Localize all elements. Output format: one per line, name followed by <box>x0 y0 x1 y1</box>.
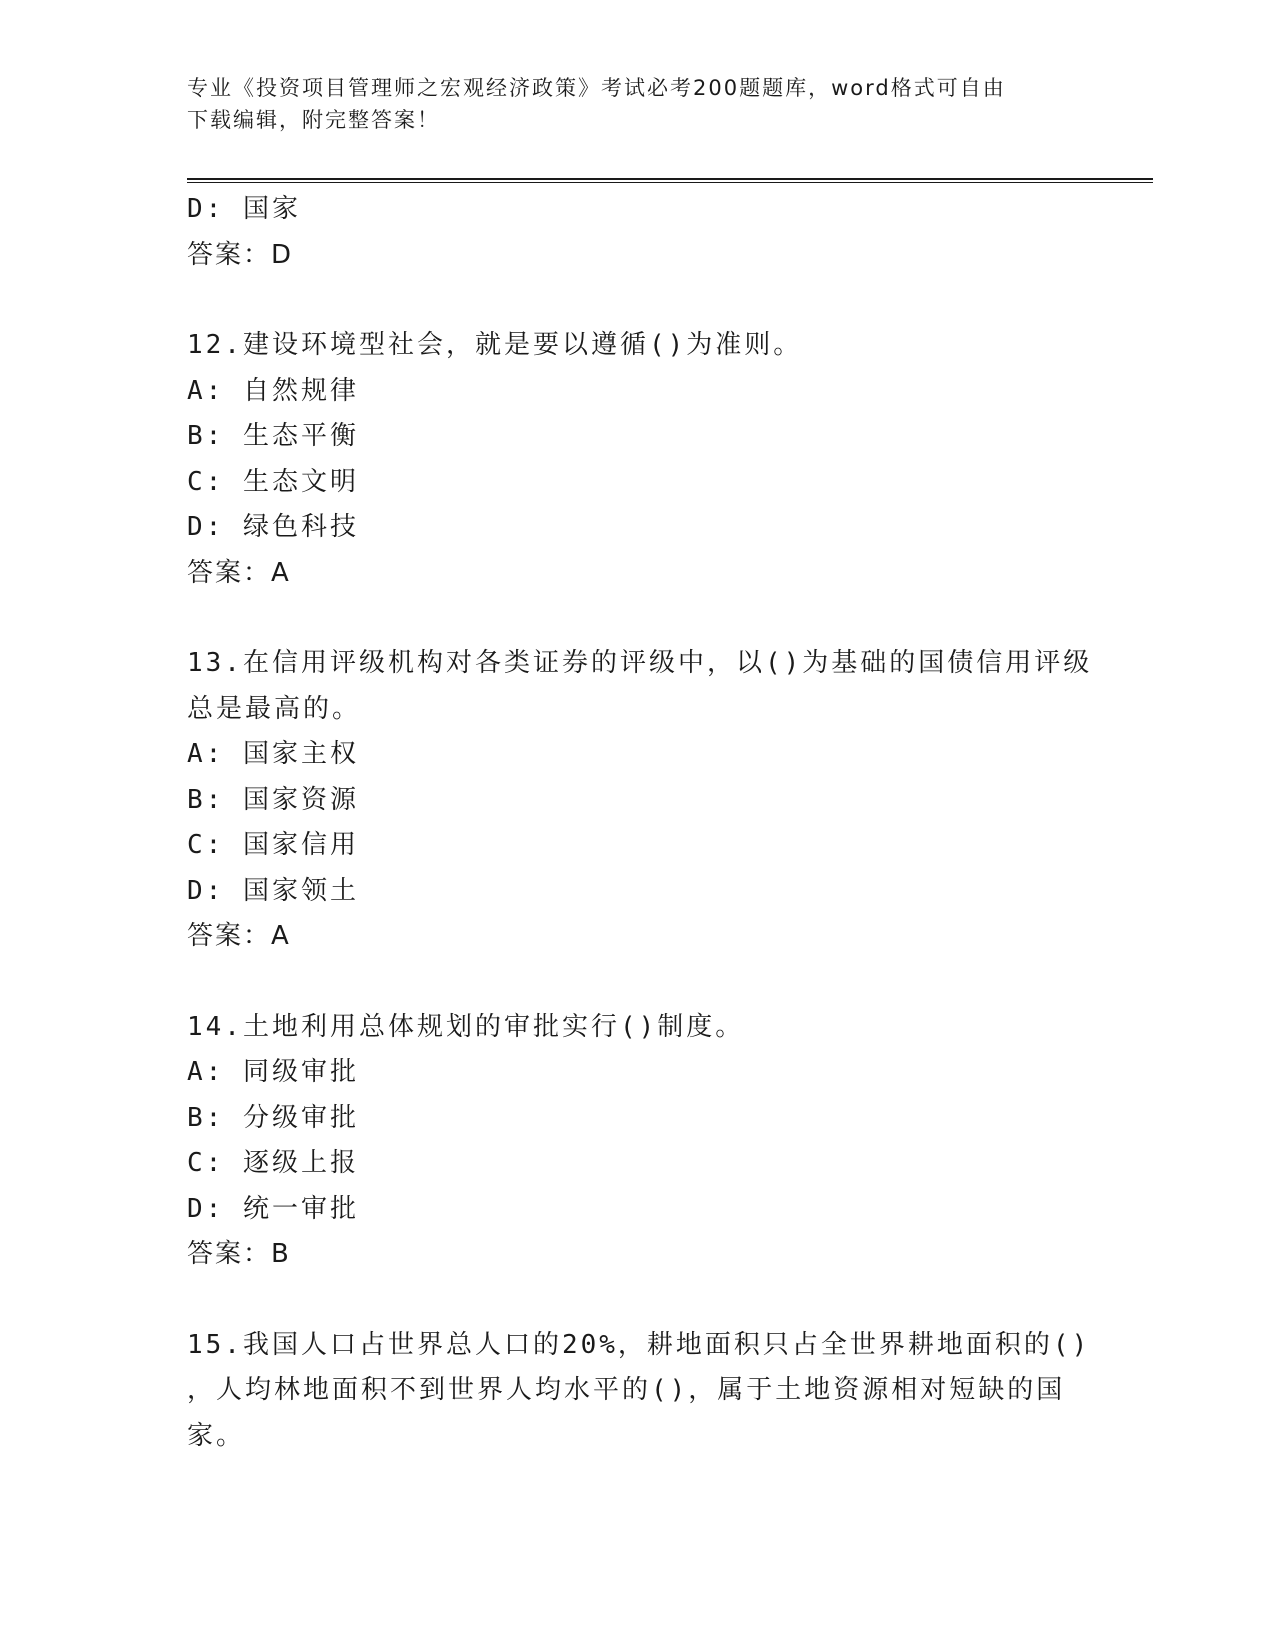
answer-line: 答案：D <box>187 239 294 270</box>
question-15 <box>187 1323 1091 1460</box>
question-stem-line-3: 家。 <box>187 1420 246 1451</box>
question-stem-line-2: ，人均林地面积不到世界人均水平的()，属于土地资源相对短缺的国 <box>187 1375 1066 1405</box>
question-spacer <box>187 596 1087 641</box>
option-d: D: 绿色科技 <box>187 512 359 542</box>
question-spacer <box>187 278 1087 323</box>
question-stem-line-2: 总是最高的。 <box>187 693 362 724</box>
question-stem-line-1: 15.我国人口占世界总人口的20%，耕地面积只占全世界耕地面积的() <box>187 1329 1091 1360</box>
option-c: C: 生态文明 <box>187 466 359 497</box>
question-spacer <box>187 960 1087 1005</box>
option-b: B: 分级审批 <box>187 1102 359 1133</box>
option-b: B: 国家资源 <box>187 784 359 815</box>
option-a: A: 同级审批 <box>187 1057 359 1087</box>
document-header <box>187 72 1087 136</box>
option-d: D: 统一审批 <box>187 1193 359 1224</box>
option-d: D: 国家 <box>187 194 301 224</box>
option-b: B: 生态平衡 <box>187 421 359 451</box>
question-12 <box>187 323 1087 596</box>
answer-line: 答案：B <box>187 1239 291 1269</box>
answer-line: 答案：A <box>187 557 291 588</box>
option-c: C: 国家信用 <box>187 830 359 860</box>
question-spacer <box>187 1278 1087 1323</box>
question-list <box>187 187 1093 1459</box>
question-14 <box>187 1005 1087 1278</box>
header-title-line-2: 下载编辑，附完整答案！ <box>187 108 440 132</box>
option-a: A: 自然规律 <box>187 375 359 406</box>
question-13 <box>187 641 1093 960</box>
header-divider-bottom <box>187 182 1153 183</box>
question-stem: 12.建设环境型社会，就是要以遵循()为准则。 <box>187 330 803 360</box>
header-divider-top <box>187 178 1153 180</box>
answer-line: 答案：A <box>187 921 291 951</box>
option-d: D: 国家领土 <box>187 875 359 906</box>
header-title-line-1: 专业《投资项目管理师之宏观经济政策》考试必考200题题库，word格式可自由 <box>187 76 1006 100</box>
question-stem-line-1: 13.在信用评级机构对各类证券的评级中，以()为基础的国债信用评级 <box>187 648 1093 678</box>
option-c: C: 逐级上报 <box>187 1148 359 1178</box>
question-stem: 14.土地利用总体规划的审批实行()制度。 <box>187 1011 745 1042</box>
previous-question <box>187 187 1087 278</box>
option-a: A: 国家主权 <box>187 739 359 769</box>
